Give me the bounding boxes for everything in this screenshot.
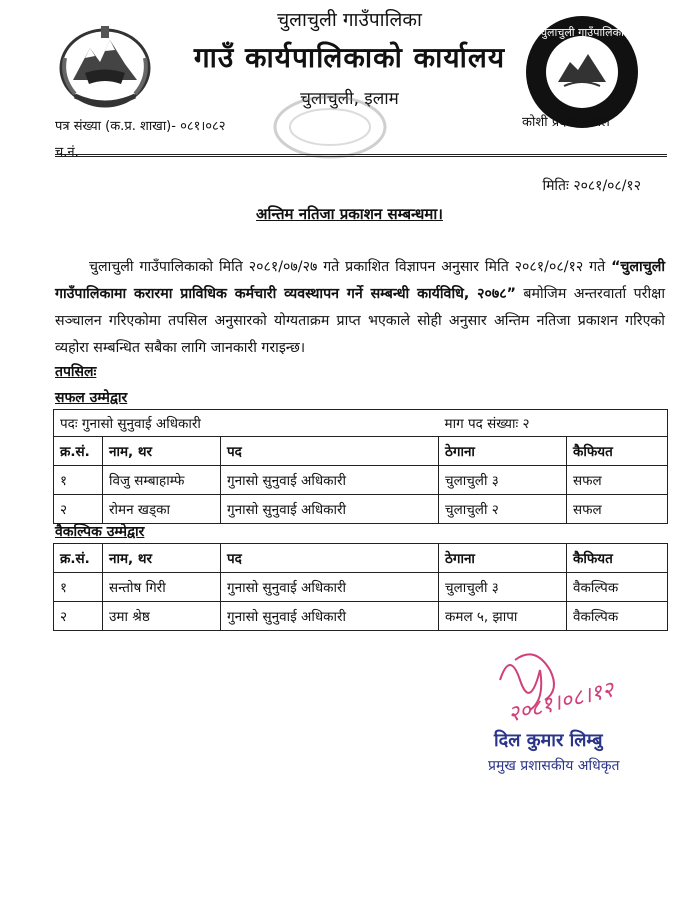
cell-name: विजु सम्बाहाम्फे: [103, 466, 221, 495]
body-text-bold: “चुलाचुली गाउँपालिकामा करारमा प्राविधिक कर्मचारी व्यवस्थापन गर्ने सम्बन्धी कार्यविधि, २०७८”: [55, 259, 665, 302]
header-divider: [55, 154, 667, 157]
body-text-1: चुलाचुली गाउँपालिकाको मिति २०८१/०७/२७ गते प्रकाशित विज्ञापन अनुसार मिति २०८१/०८/१२ गते: [89, 259, 612, 275]
cell-sn: १: [54, 466, 103, 495]
province-label: कोशी प्रदेश, नेपाल: [522, 115, 610, 130]
office-location: चुलाचुली, इलाम: [300, 89, 399, 109]
table-row: [54, 602, 668, 631]
col-name: नाम, थर: [103, 544, 221, 573]
post-label: पदः गुनासो सुनुवाई अधिकारी: [54, 410, 439, 437]
dispatch-number: च.नं.: [55, 145, 79, 160]
cell-remarks: वैकल्पिक: [567, 573, 668, 602]
body-paragraph: [55, 254, 665, 362]
successful-heading: सफल उम्मेद्वार: [55, 390, 128, 406]
cell-address: चुलाचुली २: [439, 495, 567, 524]
letter-number: पत्र संख्या (क.प्र. शाखा)- ०८१।०८२: [55, 119, 226, 134]
handwritten-signature-icon: [490, 640, 660, 730]
office-stamp-icon: [270, 92, 390, 162]
municipality-name: चुलाचुली गाउँपालिका: [277, 9, 422, 31]
successful-table: [53, 409, 668, 524]
tapasil-heading: तपसिलः: [55, 364, 97, 380]
col-address: ठेगाना: [439, 437, 567, 466]
office-name: गाउँ कार्यपालिकाको कार्यालय: [193, 41, 506, 74]
col-name: नाम, थर: [103, 437, 221, 466]
table-row: [54, 466, 668, 495]
col-sn: क्र.सं.: [54, 437, 103, 466]
cell-address: चुलाचुली ३: [439, 573, 567, 602]
letter-date: मितिः २०८१/०८/१२: [542, 178, 641, 194]
signatory-title: प्रमुख प्रशासकीय अधिकृत: [488, 758, 620, 774]
signature-date: २०८१।०८।१२: [505, 677, 617, 728]
cell-name: रोमन खड्का: [103, 495, 221, 524]
table-header-row: [54, 544, 668, 573]
table-header-row: [54, 437, 668, 466]
cell-remarks: सफल: [567, 466, 668, 495]
alternate-table: [53, 543, 668, 631]
col-remarks: कैफियत: [567, 437, 668, 466]
cell-post: गुनासो सुनुवाई अधिकारी: [221, 602, 439, 631]
nepal-emblem-icon: [55, 18, 155, 110]
col-post: पद: [221, 437, 439, 466]
cell-sn: २: [54, 495, 103, 524]
cell-address: कमल ५, झापा: [439, 602, 567, 631]
cell-name: उमा श्रेष्ठ: [103, 602, 221, 631]
cell-post: गुनासो सुनुवाई अधिकारी: [221, 466, 439, 495]
seal-text: चुलाचुली गाउँपालिका: [540, 26, 624, 39]
col-sn: क्र.सं.: [54, 544, 103, 573]
table-row: [54, 573, 668, 602]
cell-remarks: सफल: [567, 495, 668, 524]
col-post: पद: [221, 544, 439, 573]
table-row: [54, 495, 668, 524]
cell-sn: १: [54, 573, 103, 602]
signatory-name: दिल कुमार लिम्बु: [494, 730, 603, 751]
cell-sn: २: [54, 602, 103, 631]
cell-name: सन्तोष गिरी: [103, 573, 221, 602]
body-text-2: बमोजिम अन्तरवार्ता परीक्षा सञ्चालन गरिएकोमा तपसिल अनुसारको योग्यताक्रम प्राप्त भएकाले सोही अनुसार अन्तिम नतिजा प्रकाशन गरिएको व्यहोरा सम्बन्धित सबैका लागि जानकारी गराइन्छ।: [55, 286, 665, 356]
col-address: ठेगाना: [439, 544, 567, 573]
post-row: [54, 410, 668, 437]
cell-post: गुनासो सुनुवाई अधिकारी: [221, 573, 439, 602]
col-remarks: कैफियत: [567, 544, 668, 573]
cell-post: गुनासो सुनुवाई अधिकारी: [221, 495, 439, 524]
demand-count: माग पद संख्याः २: [439, 410, 668, 437]
cell-address: चुलाचुली ३: [439, 466, 567, 495]
cell-remarks: वैकल्पिक: [567, 602, 668, 631]
alternate-heading: वैकल्पिक उम्मेद्वार: [55, 524, 145, 540]
subject-line: अन्तिम नतिजा प्रकाशन सम्बन्धमा।: [256, 205, 443, 223]
